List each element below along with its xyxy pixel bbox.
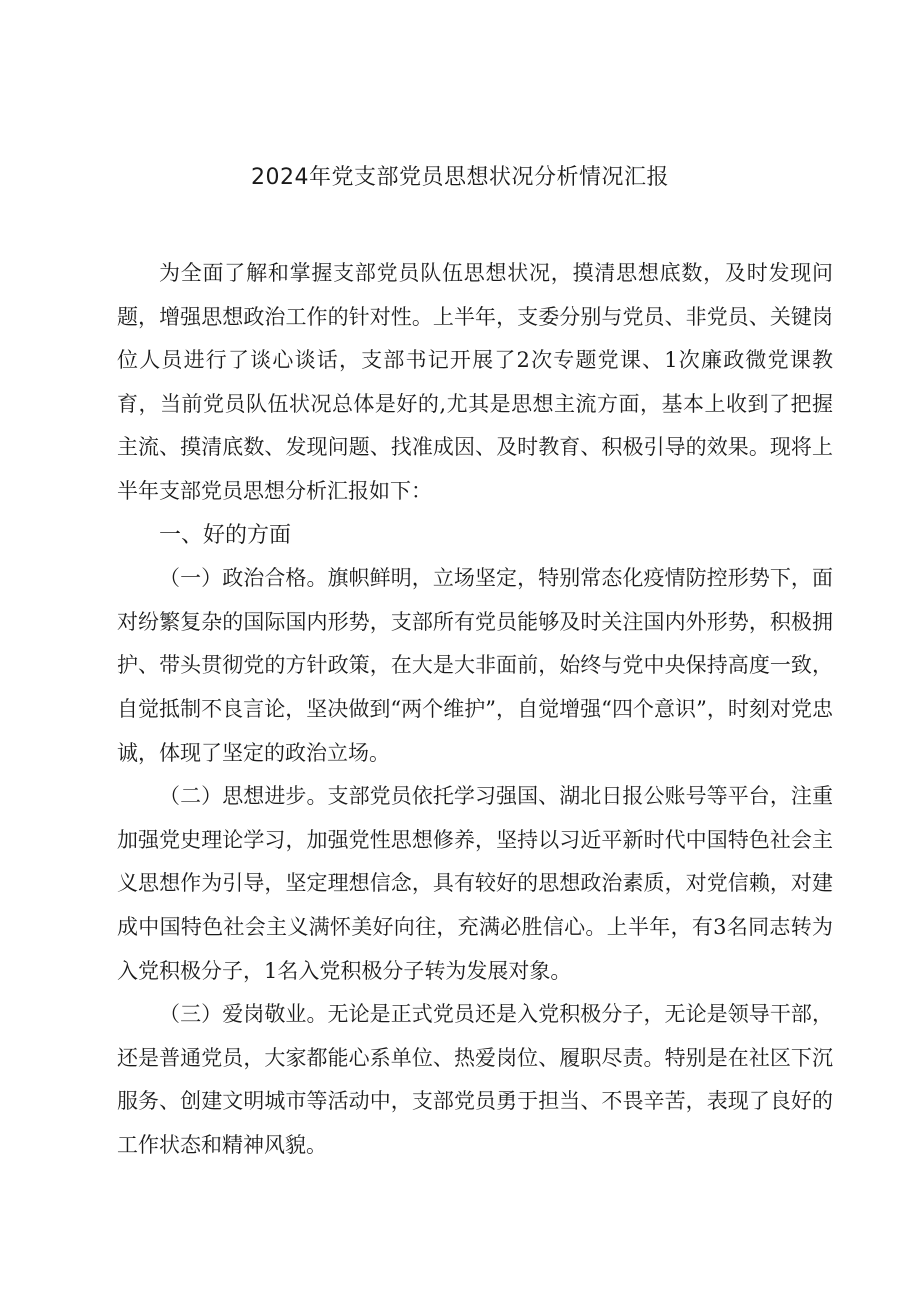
paragraph-political-qualification: （一）政治合格。旗帜鲜明，立场坚定，特别常态化疫情防控形势下，面对纷繁复杂的国际国内形势，支部所有党员能够及时关注国内外形势，积极拥护、带头贯彻党的方针政策，在大是大非面前，始终与党中央保持高度一致，自觉抵制不良言论，坚决做到“两个维护”，自觉增强“四个意识”，时刻对党忠诚，体现了坚定的政治立场。	[117, 566, 833, 765]
intro-paragraph: 为全面了解和掌握支部党员队伍思想状况，摸清思想底数，及时发现问题，增强思想政治工作的针对性。上半年，支委分别与党员、非党员、关键岗位人员进行了谈心谈话，支部书记开展了2次专题党课、1次廉政微党课教育，当前党员队伍状况总体是好的,尤其是思想主流方面，基本上收到了把握主流、摸清底数、发现问题、找准成因、及时教育、积极引导的效果。现将上半年支部党员思想分析汇报如下：	[117, 261, 833, 503]
paragraph-dedication-to-work: （三）爱岗敬业。无论是正式党员还是入党积极分子，无论是领导干部，还是普通党员，大家都能心系单位、热爱岗位、履职尽责。特别是在社区下沉服务、创建文明城市等活动中，支部党员勇于担当、不畏辛苦，表现了良好的工作状态和精神风貌。	[117, 1002, 833, 1157]
section-heading-good-aspects: 一、好的方面	[159, 522, 292, 548]
paragraph-ideological-progress: （二）思想进步。支部党员依托学习强国、湖北日报公账号等平台，注重加强党史理论学习，加强党性思想修养，坚持以习近平新时代中国特色社会主义思想作为引导，坚定理想信念，具有较好的思想政治素质，对党信赖，对建成中国特色社会主义满怀美好向往，充满必胜信心。上半年，有3名同志转为入党积极分子，1名入党积极分子转为发展对象。	[117, 784, 833, 983]
document-body	[117, 252, 833, 1167]
document-title: 2024年党支部党员思想状况分析情况汇报	[251, 165, 669, 190]
